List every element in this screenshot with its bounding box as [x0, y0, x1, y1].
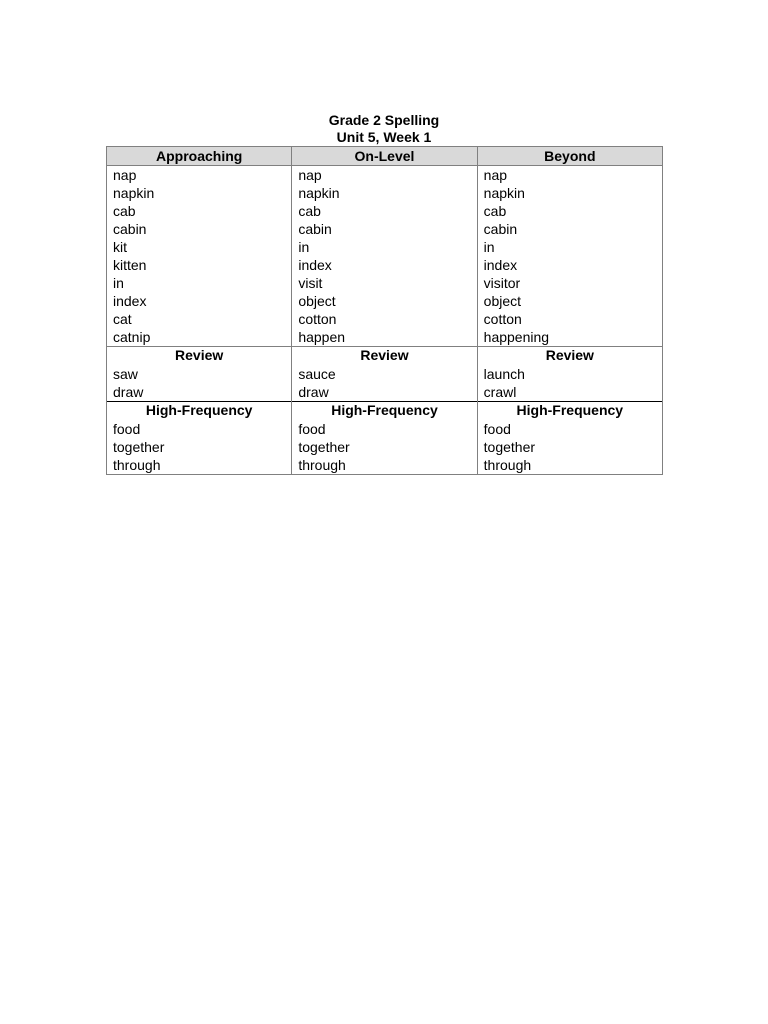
high-frequency-row — [107, 402, 663, 475]
list-item: object — [483, 293, 522, 309]
list-item: cabin — [298, 221, 332, 237]
list-item: cat — [113, 311, 132, 327]
list-item: catnip — [113, 329, 151, 345]
list-item: napkin — [113, 185, 155, 201]
word-list-on-level — [292, 166, 477, 347]
list-item: napkin — [483, 185, 525, 201]
column-heading-on-level: On-Level — [292, 147, 477, 166]
list-item: nap — [483, 167, 508, 183]
review-beyond — [477, 347, 662, 402]
list-item: food — [113, 421, 141, 437]
high-frequency-heading: High-Frequency — [145, 402, 253, 418]
review-row — [107, 347, 663, 402]
high-frequency-heading: High-Frequency — [331, 402, 438, 418]
list-item: object — [298, 293, 336, 309]
list-item: happening — [483, 329, 550, 345]
word-list-beyond — [477, 166, 662, 347]
list-item: kitten — [113, 257, 147, 273]
review-on-level — [292, 347, 477, 402]
high-frequency-beyond — [477, 402, 662, 475]
column-heading-approaching: Approaching — [107, 147, 292, 166]
word-list-approaching — [107, 166, 292, 347]
list-item: index — [113, 293, 147, 309]
list-item: happen — [298, 329, 346, 345]
list-item: together — [298, 439, 350, 455]
list-item: together — [113, 439, 165, 455]
list-item: cab — [483, 203, 507, 219]
list-item: draw — [113, 384, 144, 400]
list-item: index — [483, 257, 518, 273]
list-item: cab — [113, 203, 136, 219]
list-item: draw — [298, 384, 329, 400]
high-frequency-on-level — [292, 402, 477, 475]
list-item: napkin — [298, 185, 340, 201]
list-item: in — [113, 275, 124, 291]
list-item: through — [298, 457, 346, 473]
list-item: visitor — [483, 275, 521, 291]
list-item: cab — [298, 203, 321, 219]
list-item: through — [483, 457, 532, 473]
review-heading: Review — [175, 347, 224, 363]
list-item: launch — [483, 366, 525, 382]
list-item: cabin — [113, 221, 147, 237]
list-item: index — [298, 257, 332, 273]
review-approaching — [107, 347, 292, 402]
list-item: food — [483, 421, 511, 437]
list-item: cotton — [298, 311, 337, 327]
list-item: cotton — [483, 311, 522, 327]
spelling-table — [106, 146, 663, 475]
list-item: sauce — [298, 366, 336, 382]
list-item: nap — [113, 167, 137, 183]
list-item: in — [298, 239, 310, 255]
title-line-2: Unit 5, Week 1 — [336, 129, 432, 145]
list-item: in — [483, 239, 495, 255]
list-item: together — [483, 439, 536, 455]
high-frequency-heading: High-Frequency — [516, 402, 624, 418]
list-item: crawl — [483, 384, 517, 400]
review-heading: Review — [545, 347, 594, 363]
list-item: visit — [298, 275, 323, 291]
column-heading-beyond: Beyond — [477, 147, 662, 166]
list-item: kit — [113, 239, 127, 255]
header-row — [107, 147, 663, 166]
list-item: saw — [113, 366, 138, 382]
list-item: through — [113, 457, 161, 473]
high-frequency-approaching — [107, 402, 292, 475]
word-list-row — [107, 166, 663, 347]
review-heading: Review — [360, 347, 409, 363]
list-item: cabin — [483, 221, 518, 237]
list-item: food — [298, 421, 326, 437]
document-title — [106, 112, 662, 146]
title-line-1: Grade 2 Spelling — [328, 112, 440, 128]
list-item: nap — [298, 167, 322, 183]
